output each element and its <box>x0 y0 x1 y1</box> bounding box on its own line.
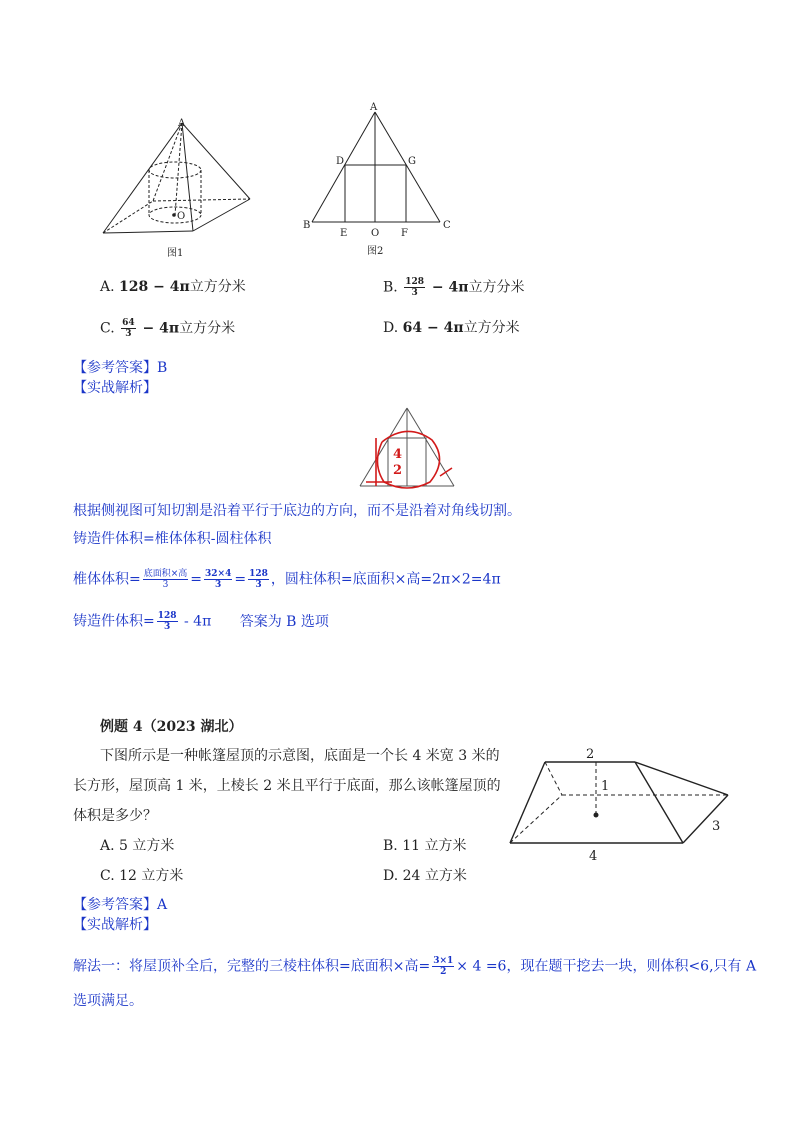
q3-analysis-line-4: 铸造件体积= $\frac{128}{3}$ - 4π 答案为 B 选项 <box>73 611 329 632</box>
figure-1-apex-label: A <box>178 118 186 129</box>
q3-analysis-label: 【实战解析】 <box>73 380 157 396</box>
q3-option-a[interactable]: A. 128 − 4π立方分米 <box>100 279 246 295</box>
svg-text:C: C <box>443 220 451 231</box>
q4-title: 例题 4（2023 湖北） <box>100 719 243 735</box>
q3-analysis-line-3: 椎体体积= $\frac{\text{底面积×高}}{3}$ = $\frac{32\times 4}{3}$ = $\frac{128}{3}$ ，圆柱体积=底面积×高=2π×2=4π <box>73 569 501 590</box>
figure-2-caption: 图2 <box>367 246 384 257</box>
svg-text:G: G <box>408 156 416 167</box>
q3-option-d[interactable]: D. 64 − 4π立方分米 <box>383 320 520 336</box>
figure-1-caption: 图1 <box>167 248 184 259</box>
q4-solution-line-2: 选项满足。 <box>73 993 143 1009</box>
q3-option-c[interactable]: C. $\frac{64}{3}$ − 4π立方分米 <box>100 318 236 339</box>
q3-annotated-sketch <box>352 402 462 494</box>
svg-text:4: 4 <box>589 849 598 864</box>
q4-tent-roof-figure <box>500 740 745 870</box>
svg-text:2: 2 <box>586 747 595 762</box>
figure-2-side-view <box>300 100 460 265</box>
q4-stem-line-2: 长方形，屋顶高 1 米，上棱长 2 米且平行于底面，那么该帐篷屋顶的 <box>73 778 501 794</box>
svg-text:1: 1 <box>601 779 610 794</box>
q4-solution-line-1: 解法一：将屋顶补全后，完整的三棱柱体积=底面积×高= $\frac{3\times 1}{2}$ × 4 =6，现在题干挖去一块，则体积<6,只有 A <box>73 956 757 977</box>
svg-text:D: D <box>336 156 345 167</box>
svg-text:3: 3 <box>712 819 721 834</box>
q3-option-b[interactable]: B. $\frac{128}{3}$ − 4π立方分米 <box>383 277 525 298</box>
svg-text:F: F <box>401 228 408 239</box>
q4-option-d[interactable]: D. 24 立方米 <box>383 868 467 884</box>
figure-1-pyramid <box>95 115 260 265</box>
svg-text:B: B <box>303 220 311 231</box>
q3-analysis-line-1: 根据侧视图可知切割是沿着平行于底边的方向，而不是沿着对角线切割。 <box>73 503 521 519</box>
q4-option-b[interactable]: B. 11 立方米 <box>383 838 467 854</box>
svg-text:A: A <box>370 102 378 113</box>
svg-text:E: E <box>340 228 348 239</box>
svg-text:O: O <box>371 228 380 239</box>
figure-1-center-label: O <box>177 211 186 222</box>
svg-text:2: 2 <box>393 463 403 478</box>
q4-stem-line-3: 体积是多少？ <box>73 808 157 824</box>
q4-option-a[interactable]: A. 5 立方米 <box>100 838 175 854</box>
q3-answer: 【参考答案】B <box>73 360 168 376</box>
q4-option-c[interactable]: C. 12 立方米 <box>100 868 184 884</box>
q4-answer: 【参考答案】A <box>73 897 168 913</box>
q3-analysis-line-2: 铸造件体积=椎体体积-圆柱体积 <box>73 531 272 547</box>
q4-analysis-label: 【实战解析】 <box>73 917 157 933</box>
svg-text:4: 4 <box>393 447 403 462</box>
q4-stem-line-1: 下图所示是一种帐篷屋顶的示意图，底面是一个长 4 米宽 3 米的 <box>100 748 500 764</box>
